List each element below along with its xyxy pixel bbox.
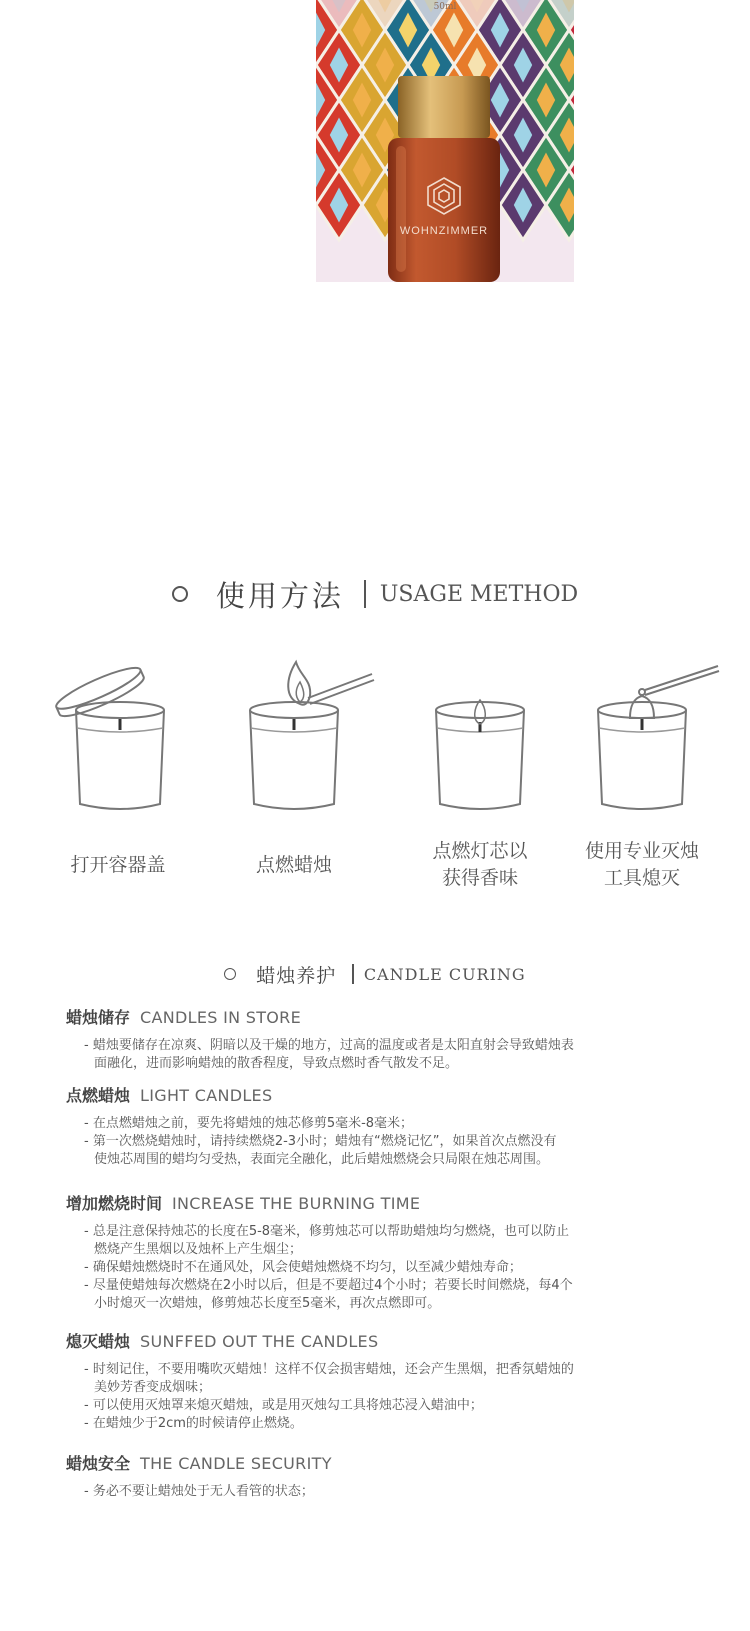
curing-section-heading (66, 1191, 706, 1215)
curing-tip (84, 1133, 706, 1169)
curing-tip-line: - 时刻记住，不要用嘴吹灭蜡烛！这样不仅会损害蜡烛，还会产生黑烟，把香氛蜡烛的 (84, 1362, 574, 1377)
curing-tip-line: 美妙芳香变成烟味； (94, 1380, 212, 1395)
curing-tip (84, 1415, 706, 1433)
curing-tip (84, 1259, 706, 1277)
usage-step-1-label: 打开容器盖 (70, 854, 166, 876)
curing-tip-line: 燃烧产生黑烟以及烛杯上产生烟尘； (94, 1242, 303, 1257)
curing-section-heading (66, 1005, 706, 1029)
usage-step-2-label: 点燃蜡烛 (255, 854, 332, 876)
curing-tip (84, 1277, 706, 1313)
curing-tip-line: 小时熄灭一次蜡烛，修剪烛芯长度至5毫米，再次点燃即可。 (94, 1296, 441, 1311)
curing-tips-list (84, 1037, 706, 1073)
curing-tips-list (84, 1223, 706, 1313)
usage-step-3-label: 点燃灯芯以 获得香味 (432, 840, 528, 889)
section-heading-cn: 熄灭蜡烛 (66, 1332, 131, 1351)
product-volume: 50ml (433, 2, 457, 12)
curing-tip-line: - 总是注意保持烛芯的长度在5-8毫米，修剪烛芯可以帮助蜡烛均匀燃烧，也可以防止 (84, 1224, 570, 1239)
curing-tips-list (84, 1483, 706, 1501)
section-heading-cn: 蜡烛储存 (66, 1008, 131, 1027)
title-divider (352, 964, 354, 984)
curing-tips-list (84, 1115, 706, 1169)
section-heading-en: INCREASE THE BURNING TIME (172, 1194, 421, 1213)
curing-section (66, 1191, 706, 1313)
curing-section-heading (66, 1083, 706, 1107)
curing-section (66, 1451, 706, 1501)
curing-tip-line: - 尽量使蜡烛每次燃烧在2小时以后，但是不要超过4个小时；若要长时间燃烧，每4个 (84, 1278, 573, 1293)
section-heading-cn: 点燃蜡烛 (66, 1086, 131, 1105)
section-heading-en: CANDLES IN STORE (140, 1008, 302, 1027)
usage-title-cn: 使用方法 (215, 578, 344, 613)
curing-tip-line: - 确保蜡烛燃烧时不在通风处，风会使蜡烛燃烧不均匀，以至减少蜡烛寿命； (84, 1260, 522, 1275)
curing-tip-line: 面融化，进而影响蜡烛的散香程度，导致点燃时香气散发不足。 (94, 1056, 459, 1071)
curing-tip (84, 1223, 706, 1259)
bottle-cap (398, 76, 490, 138)
curing-tips-list (84, 1361, 706, 1433)
curing-section-heading (66, 1451, 706, 1475)
diffuser-bottle (316, 0, 574, 282)
circle-bullet-icon (224, 968, 236, 980)
candle-lid-open-icon (28, 658, 208, 838)
curing-section (66, 1083, 706, 1169)
match-lighting-candle-icon (204, 658, 384, 838)
curing-section-heading (66, 1329, 706, 1353)
curing-tip (84, 1397, 706, 1415)
curing-tip-line: 使烛芯周围的蜡均匀受热，表面完全融化，此后蜡烛燃烧会只局限在烛芯周围。 (94, 1152, 550, 1167)
usage-title-en: USAGE METHOD (379, 581, 579, 607)
curing-title-en: CANDLE CURING (363, 964, 526, 984)
curing-tip-line: - 第一次燃烧蜡烛时，请持续燃烧2-3小时；蜡烛有“燃烧记忆”，如果首次点燃没有 (84, 1134, 557, 1149)
section-heading-cn: 蜡烛安全 (66, 1454, 131, 1473)
curing-section (66, 1329, 706, 1433)
curing-tip-line: - 在蜡烛少于2cm的时候请停止燃烧。 (84, 1416, 303, 1431)
section-heading-en: SUNFFED OUT THE CANDLES (140, 1332, 379, 1351)
section-heading-en: THE CANDLE SECURITY (140, 1454, 332, 1473)
curing-title-cn: 蜡烛养护 (256, 964, 337, 987)
section-heading-en: LIGHT CANDLES (140, 1086, 273, 1105)
lit-candle-icon (390, 658, 570, 838)
curing-tip (84, 1483, 706, 1501)
curing-tip-line: - 在点燃蜡烛之前，要先将蜡烛的烛芯修剪5毫米-8毫米； (84, 1116, 414, 1131)
section-heading-cn: 增加燃烧时间 (66, 1194, 163, 1213)
curing-tip-line: - 可以使用灭烛罩来熄灭蜡烛，或是用灭烛勾工具将烛芯浸入蜡油中； (84, 1398, 483, 1413)
curing-tip (84, 1037, 706, 1073)
circle-bullet-icon (172, 586, 188, 602)
usage-step-4-label: 使用专业灭烛 工具熄灭 (584, 840, 699, 889)
candle-curing-title (0, 960, 750, 988)
title-divider (364, 580, 366, 608)
brand-name: WOHNZIMMER (399, 225, 489, 237)
candle-snuffer-icon (552, 658, 732, 838)
usage-method-title (0, 574, 750, 614)
curing-tip (84, 1115, 706, 1133)
curing-tip (84, 1361, 706, 1397)
curing-tip-line: - 蜡烛要储存在凉爽、阴暗以及干燥的地方，过高的温度或者是太阳直射会导致蜡烛表 (84, 1038, 574, 1053)
curing-tip-line: - 务必不要让蜡烛处于无人看管的状态； (84, 1484, 314, 1499)
product-photo (316, 0, 574, 282)
curing-section (66, 1005, 706, 1073)
